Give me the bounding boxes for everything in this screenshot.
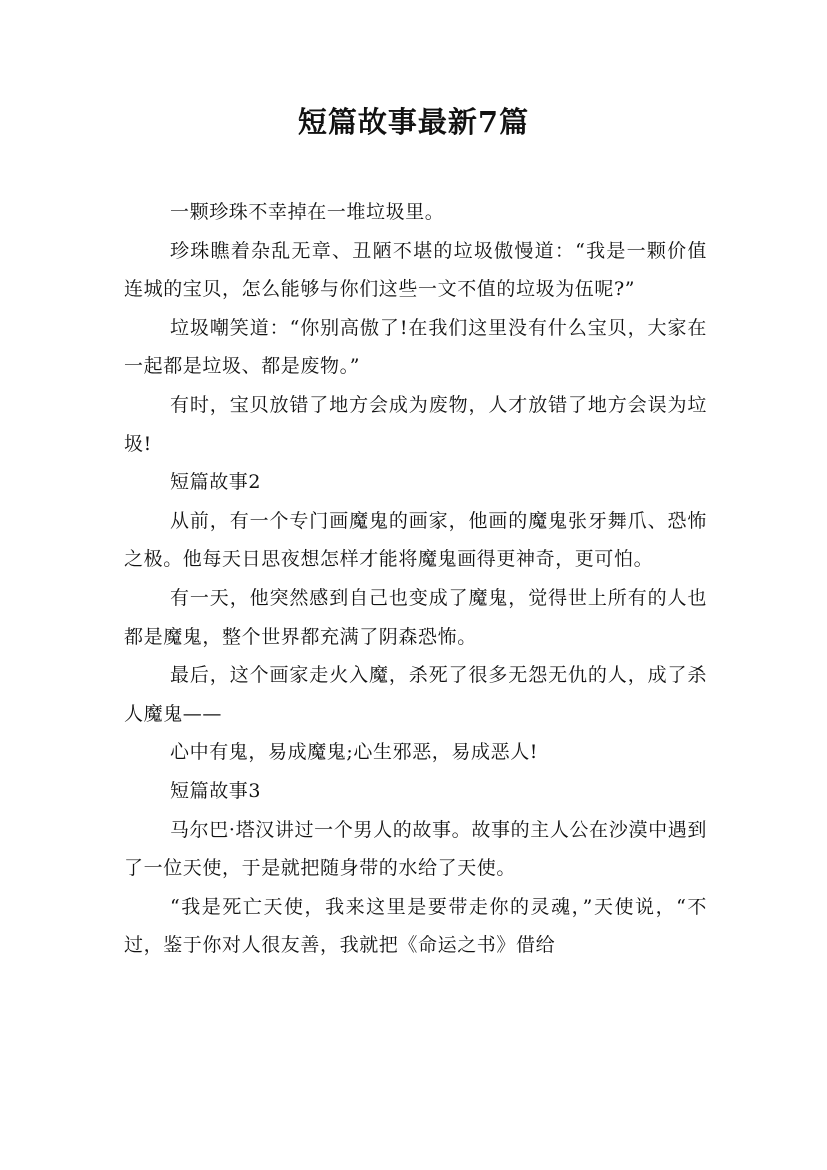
paragraph: 珍珠瞧着杂乱无章、丑陋不堪的垃圾傲慢道：“我是一颗价值连城的宝贝，怎么能够与你们这些一文不值的垃圾为伍呢?”: [124, 239, 707, 301]
paragraph: 有一天，他突然感到自己也变成了魔鬼，觉得世上所有的人也都是魔鬼，整个世界都充满了阴森恐怖。: [124, 586, 707, 648]
section-heading: 短篇故事3: [170, 779, 262, 802]
section-heading: 短篇故事2: [170, 471, 262, 494]
document-title: 短篇故事最新7篇: [297, 105, 530, 139]
paragraph: 最后，这个画家走火入魔，杀死了很多无怨无仇的人，成了杀人魔鬼——: [124, 664, 707, 725]
document-body: [124, 193, 707, 965]
paragraph: 从前，有一个专门画魔鬼的画家，他画的魔鬼张牙舞爪、恐怖之极。他每天日思夜想怎样才能将魔鬼画得更神奇，更可怕。: [124, 509, 707, 571]
paragraph: 有时，宝贝放错了地方会成为废物，人才放错了地方会误为垃圾!: [124, 393, 707, 455]
paragraph: “我是死亡天使，我来这里是要带走你的灵魂，”天使说，“不过，鉴于你对人很友善，我就把《命运之书》借给: [124, 895, 707, 957]
paragraph: 心中有鬼，易成魔鬼;心生邪恶，易成恶人!: [170, 741, 539, 764]
paragraph: 马尔巴·塔汉讲过一个男人的故事。故事的主人公在沙漠中遇到了一位天使，于是就把随身带的水给了天使。: [124, 818, 707, 880]
paragraph: 垃圾嘲笑道：“你别高傲了!在我们这里没有什么宝贝，大家在一起都是垃圾、都是废物。”: [124, 316, 707, 378]
paragraph: 一颗珍珠不幸掉在一堆垃圾里。: [170, 201, 445, 223]
